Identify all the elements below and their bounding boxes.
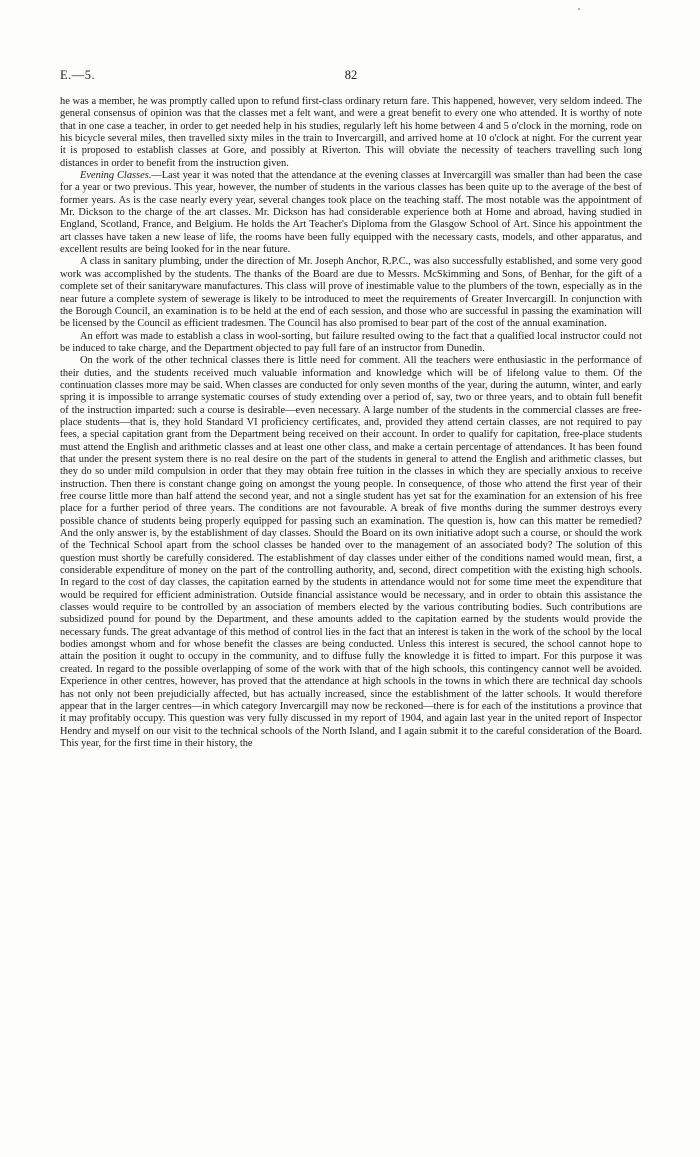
paragraph-text: —Last year it was noted that the attendance at the evening classes at Invercargill was smaller than had been the case for a year or two previous. This year, however, the number of students in the various classes has been quite up to the average of the best of former years. As is the case nearly every year, several changes took place on the teaching staff. The most notable was the appointment of Mr. Dickson to the charge of the art classes. Mr. Dickson has had considerable experience both at Home and abroad, having studied in England, Scotland, France, and Belgium. He holds the Art Teacher's Diploma from the Glasgow School of Art. Since his appointment the art classes have taken a new lease of life, the rooms have been fully equipped with the necessary casts, models, and other apparatus, and excellent results are being looked for in the near future. [60,170,642,256]
paragraph-text: he was a member, he was promptly called upon to refund first-class ordinary return fare. This happened, however, very seldom indeed. The general consensus of opinion was that the classes met a felt want, and were a great benefit to every one who attended. It is worthy of note that in one case a teacher, in order to get needed help in his studies, regularly left his home between 4 and 5 o'clock in the morning, rode on his bicycle several miles, then travelled sixty miles in the train to Invercargill, and arrived home at 10 o'clock at night. For the current year it is proposed to establish classes at Gore, and possibly at Riverton. This will obviate the necessity of teachers travelling such long distances in order to benefit from the instruction given. [60,96,642,169]
page-number: 82 [344,68,358,82]
body-text [60,96,642,750]
scan-speck [578,8,580,10]
section-heading: Evening Classes. [80,170,152,182]
paragraph-wool-sorting [60,331,642,356]
paragraph-1 [60,96,642,170]
document-reference: E.—5. [60,68,96,82]
paragraph-evening-classes [60,170,642,256]
paragraph-text: On the work of the other technical classes there is little need for comment. All the teachers were enthusiastic in the performance of their duties, and the students received much valuable information and knowledge which will be of lifelong value to them. Of the continuation classes more may be said. When classes are conducted for only seven months of the year, during the autumn, winter, and early spring it is impossible to arrange systematic courses of study extending over a period of, say, two or three years, and to obtain full benefit of the instruction imparted: such a course is desirable—even necessary. A large number of the students in the commercial classes are free-place students—that is, they hold Standard VI proficiency certificates, and, provided they attend certain classes, are not required to pay fees, a special capitation grant from the Department being received on their account. In order to qualify for capitation, free-place students must attend the English and arithmetic classes and at least one other class, and make a certain percentage of attendances. It has been found that under the present system there is no real desire on the part of the students in general to attend the English and arithmetic classes, but they do so under mild compulsion in order that they may obtain free tuition in the classes in which they are specially anxious to receive instruction. Then there is constant change going on amongst the young people. In consequence, of those who attend the first year of their free course little more than half attend the second year, and not a single student has yet sat for the examination for an extension of his free place for a further period of three years. The conditions are not favourable. A break of five months during the summer destroys every possible chance of students being properly equipped for passing such an examination. The question is, how can this matter be remedied? And the only answer is, by the establishment of day classes. Should the Board on its own initiative adopt such a course, or should the work of the Technical School apart from the school classes be handed over to the management of an associated body? The solution of this question must shortly be carefully considered. The establishment of day classes under either of the conditions named would mean, first, a considerable expenditure of money on the part of the controlling authority, and, second, direct competition with the existing high schools. In regard to the cost of day classes, the capitation earned by the students in attendance would not for some time meet the expenditure that would be required for efficient administration. Outside financial assistance would be necessary, and in order to obtain this assistance the classes would require to be controlled by an association of members elected by the various contributing bodies. Such contributions are subsidized pound for pound by the Department, and these amounts added to the capitation earned by the students would provide the necessary funds. The great advantage of this method of control lies in the fact that an interest is taken in the work of the school by the local bodies amongst whom and for whose benefit the classes are being conducted. Unless this interest is secured, the school cannot hope to attain the position it ought to occupy in the community, and to diffuse fully the knowledge it is fitted to impart. For this purpose it was created. In regard to the possible overlapping of some of the work with that of the high schools, this contingency cannot well be avoided. Experience in other centres, however, has proved that the attendance at high schools in the towns in which there are technical day schools has not only not been prejudicially affected, but has actually increased, since the establishment of the latter schools. It would therefore appear that in the larger centres—in which category Invercargill may now be reckoned—there is for each of the institutions a province that it may profitably occupy. This question was very fully discussed in my report of 1904, and again last year in the united report of Inspector Hendry and myself on our visit to the technical schools of the North Island, and I again submit it to the careful consideration of the Board. This year, for the first time in their history, the [60,355,642,749]
page-header [60,68,642,86]
paragraph-text: A class in sanitary plumbing, under the direction of Mr. Joseph Anchor, R.P.C., was also successfully established, and some very good work was accomplished by the students. The thanks of the Board are due to Messrs. McSkimming and Sons, of Benhar, for the gift of a complete set of their sanitaryware manufactures. This class will prove of inestimable value to the plumbers of the town, especially as in the near future a complete system of sewerage is likely to be introduced to meet the requirements of Greater Invercargill. In conjunction with the Borough Council, an examination is to be held at the end of each session, and those who are successful in passing the examination will be licensed by the Council as efficient tradesmen. The Council has also promised to bear part of the cost of the annual examination. [60,256,642,330]
paragraph-technical-classes [60,355,642,750]
paragraph-text: An effort was made to establish a class in wool-sorting, but failure resulted owing to the fact that a qualified local instructor could not be induced to take charge, and the Department objected to pay full fare of an instructor from Dunedin. [60,330,642,354]
paragraph-plumbing [60,256,642,330]
